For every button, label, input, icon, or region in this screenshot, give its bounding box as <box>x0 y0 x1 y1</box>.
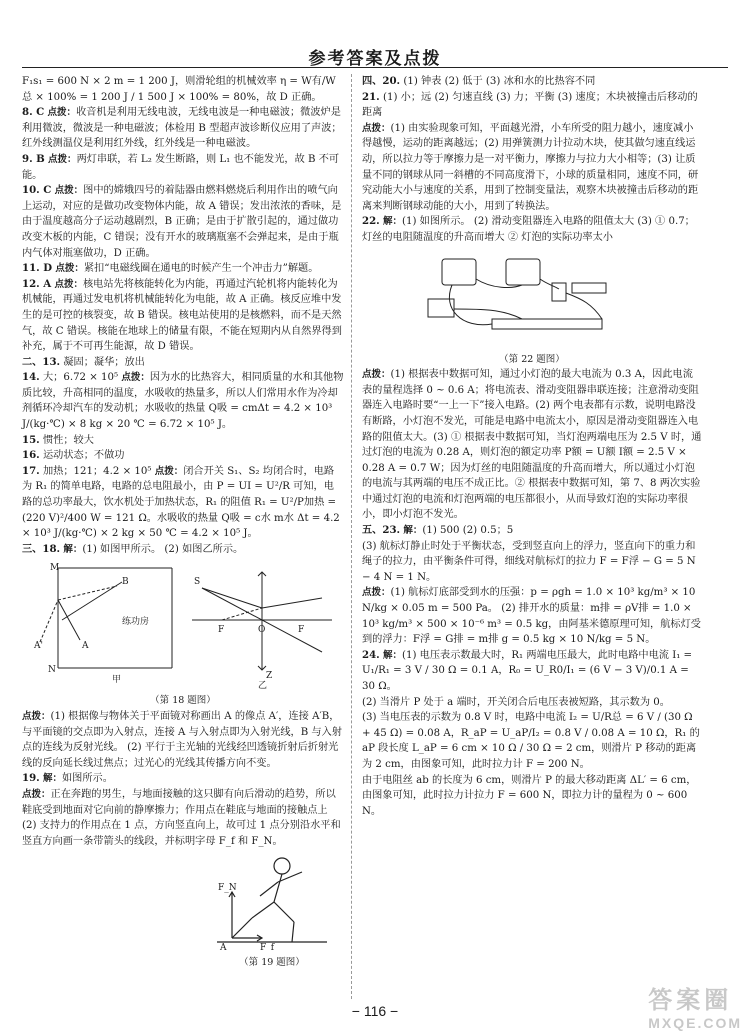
answer-paragraph <box>22 105 344 152</box>
answer-text: 收音机是利用无线电波，无线电波是一种电磁波；微波炉是利用微波，微波是一种电磁波；体检用 B 型超声波诊断仪应用了声波；红外线测温仪是利用红外线，红外线是一种电磁波。 <box>22 107 342 150</box>
answer-paragraph <box>362 585 702 647</box>
answer-text: (1) 根据像与物体关于平面镜对称画出 A 的像点 A′，连接 A′B，与平面镜的交点即为入射点，连接 A 与入射点即为入射光线，B 与入射点的连线为反射光线。 (2) 平行于主光轴的光线经凹透镜折射后折射光线的反向延长线过焦点；过光心的光线其传播方向不变。 <box>22 711 342 769</box>
header-rule <box>22 67 728 68</box>
column-divider <box>351 74 352 999</box>
answer-text: (3) 当电压表的示数为 0.8 V 时，电路中电流 I₂ = U/R总 = 6 V / (30 Ω + 45 Ω) = 0.08 A，R_aP = U_aP/I₂ = 0.8 V / 0.08 A = 10 Ω，R₁ 的 aP 段长度 L_aP = 6 cm × 10 Ω / 30 Ω = 2 cm，则滑片 P 移动的距离为 2 cm，由图象可知，此时拉力计 F = 200 N。 <box>362 712 700 770</box>
runner-figure <box>212 852 332 952</box>
answer-text: 加热；121；4.2 × 10⁵ <box>42 465 152 477</box>
answer-text: F₁s₁ = 600 N × 2 m = 1 200 J，则滑轮组的机械效率 η = W有/W总 × 100% = 1 200 J / 1 500 J × 100% = 80%，故 D 正确。 <box>22 76 336 103</box>
answer-paragraph <box>362 523 702 539</box>
left-answers-2 <box>22 709 344 849</box>
answer-text: 凝固；凝华；放出 <box>63 356 145 368</box>
hint-label: 点拨： <box>362 369 391 381</box>
figure-19-caption: （第 19 题图） <box>239 957 305 969</box>
fig18-label: 练功房 <box>122 617 150 628</box>
answer-text: (1) 根据表中数据可知，通过小灯泡的最大电流为 0.3 A，因此电流表的量程选择 0 ~ 0.6 A；将电流表、滑动变阻器串联连接；注意滑动变阻器连入电路时要“一上一下”接入电路。(2) 两个电表都有示数，说明电路没有断路，小灯泡不发光，可能是电路中电流太小，原因是滑动变阻器连入电路的阻值太大。(3) ① 根据表中数据可知，当灯泡两端电压为 2.5 V 时，通过灯泡的电流为 0.28 A，则灯泡的额定功率 P额 = U额 I额 = 2.5 V × 0.28 A = 0.7 W；因为灯丝的电阻随温度的升高而增大，所以通过小灯泡的电流与其两端的电压不成正比。② 根据表中数据可知，第 7、8 两次实验中通过灯泡的电流和灯泡两端的电压都很小，从而导致灯泡的实际功率很小，即小灯泡不发光。 <box>362 369 702 521</box>
fig18-label: A <box>82 641 89 652</box>
figure-18-caption: （第 18 题图） <box>150 695 216 707</box>
switch <box>572 283 606 293</box>
answer-paragraph <box>22 183 344 261</box>
fig19-label: F_f <box>260 943 275 953</box>
lens-diagram <box>192 572 332 670</box>
answer-text: (1) 如图甲所示。 (2) 如图乙所示。 <box>82 543 244 555</box>
answer-paragraph <box>22 277 344 355</box>
watermark-logo <box>648 980 742 1031</box>
hint-label: 解： <box>403 525 423 537</box>
ammeter <box>442 259 476 285</box>
question-number: 9. B <box>22 152 45 165</box>
fig18-label: 乙 <box>258 681 268 691</box>
page-title: 参考答案及点拨 <box>308 49 442 69</box>
question-number: 二、13. <box>22 355 61 368</box>
answer-text: 核电站先将核能转化为内能，再通过汽轮机将内能转化为机械能，再通过发电机将机械能转化为电能，故 A 正确。核反应堆中发生的是可控的核裂变，故 B 错误。核电站使用的是核燃料，而不是天然气，故 C 错误。核能在地球上的储量有限，不能在短期内从自然界得到补充，属于不可再生能源，故 D 错误。 <box>22 278 342 353</box>
answer-text: (1) 如图所示。 (2) 滑动变阻器连入电路的阻值太大 (3) ① 0.7；灯丝的电阻随温度的升高而增大 ② 灯泡的实际功率太小 <box>362 216 695 243</box>
hint-label: 点拨： <box>121 372 150 384</box>
answer-paragraph <box>22 464 344 542</box>
answer-paragraph <box>22 152 344 183</box>
hint-label: 解： <box>63 543 83 555</box>
answer-paragraph <box>22 448 344 464</box>
left-answers <box>22 74 344 557</box>
question-number: 21. <box>362 90 380 103</box>
fig18-label: B <box>122 577 129 588</box>
figure-22 <box>422 249 642 349</box>
answer-paragraph <box>362 214 702 245</box>
hint-label: 点拨： <box>48 153 77 165</box>
hint-label: 点拨： <box>55 263 84 275</box>
answer-text: (1) 航标灯底部受到水的压强：p = ρgh = 1.0 × 10³ kg/m³ × 10 N/kg × 0.05 m = 500 Pa。 (2) 排开水的质量：m排 = ρV排 = 1.0 × 10³ kg/m³ × 500 × 10⁻⁶ m³ = 0.5 kg，由阿基米德原理可知，航标灯受到的浮力：F浮 = G排 = m排 g = 0.5 kg × 10 N/kg = 5 N。 <box>362 587 701 646</box>
answer-text: (1) 500 (2) 0.5；5 <box>422 525 514 537</box>
answer-text: (3) 航标灯静止时处于平衡状态，受到竖直向上的浮力，竖直向下的重力和绳子的拉力，由平衡条件可得，细线对航标灯的拉力 F = F浮 − G = 5 N − 4 N = 1 N。 <box>362 540 696 583</box>
answer-paragraph <box>362 695 702 711</box>
question-number: 15. <box>22 433 40 446</box>
answer-text: 由于电阻丝 ab 的长度为 6 cm，则滑片 P 的最大移动距离 ΔL′ = 6 cm，由图象可知，此时拉力计拉力 F = 600 N，即拉力计的量程为 0 ~ 600 N。 <box>362 774 697 817</box>
figure-19 <box>212 852 332 952</box>
answer-text: (1) 电压表示数最大时，R₁ 两端电压最大，此时电路中电流 I₁ = U₁/R₁ = 3 V / 30 Ω = 0.1 A，R₀ = U_R0/I₁ = (6 V − 3 V)/0.1 A = 30 Ω。 <box>362 649 693 692</box>
question-number: 14. <box>22 371 40 384</box>
answer-paragraph <box>362 74 702 90</box>
answer-paragraph <box>362 367 702 523</box>
fig18-label: N <box>48 665 56 676</box>
right-answers-2 <box>362 367 702 819</box>
answer-paragraph <box>22 261 344 277</box>
fig18-label: A' <box>34 641 43 652</box>
hint-label: 点拨： <box>362 587 391 599</box>
hint-label: 点拨： <box>54 185 84 197</box>
ray-incident <box>62 582 122 620</box>
answer-text: 运动状态；不做功 <box>42 450 125 462</box>
question-number: 12. A <box>22 277 52 290</box>
question-number: 19. <box>22 772 40 785</box>
lamp <box>552 283 566 301</box>
answer-text: 闭合开关 S₁、S₂ 均闭合时，电路为 R₁ 的简单电路，电路的总电阻最小，由 P = UI = U²/R 可知，电路的总功率最大，饮水机处于加热状态，R₁ 的阻值 R₁ = U²/P加热 = (220 V)²/400 W = 121 Ω。水吸收的热量 Q吸 = c水 m水 Δt = 4.2 × 10³ J/(kg·℃) × 2 kg × 50 ℃ = 4.2 × 10⁵ J。 <box>22 465 340 540</box>
fig18-label: 甲 <box>112 675 122 686</box>
answer-paragraph <box>22 709 344 771</box>
question-number: 17. <box>22 464 40 477</box>
figure-22-caption: （第 22 题图） <box>499 353 565 365</box>
answer-paragraph <box>362 539 702 586</box>
hint-label: 解： <box>42 773 62 785</box>
right-column <box>362 74 702 819</box>
answer-text: 正在奔跑的男生，与地面接触的这只脚有向后滑动的趋势，所以鞋底受到地面对它向前的静摩擦力；作用点在鞋底与地面的接触点上 (2) 支持力的作用点在 1 点，方向竖直向上，故可过 1 点分别沿水平和竖直方向画一条带箭头的线段，并标明字母 F_f 和 F_N。 <box>22 788 341 847</box>
right-answers <box>362 74 702 246</box>
answer-paragraph <box>22 355 344 371</box>
hint-label: 解： <box>382 216 402 228</box>
fig18-label: Z <box>266 671 273 682</box>
fig18-label: O <box>258 625 266 636</box>
fig19-label: A <box>220 943 227 953</box>
answer-text: (1) 由实验现象可知，平面越光滑，小车所受的阻力越小，速度减小得越慢，运动的距离越远；(2) 用弹簧测力计拉动木块，使其做匀速直线运动，所以拉力等于摩擦力是一对平衡力，摩擦力与拉力大小相等；(3) 让质量不同的钢球从同一斜槽的不同高度滑下，小球的质量相同，速度不同，研究动能大小与速度的关系，用到了控制变量法，观察木块被撞击后移动的距离来判断钢球动能的大小，用到了转换法。 <box>362 122 699 212</box>
question-number: 五、23. <box>362 524 401 537</box>
answer-text: 图中的嫦娥四号的着陆器由燃料燃烧后利用作出的喷气向上运动，对应的是做功改变物体内能，故 A 错误；发出浓浓的香味，是由于温度越高分子运动越剧烈，B 正确；是由于扩散引起的，通过做功改变木板的内能，C 错误；没有开水的玻璃瓶塞不会弹起来，是由于瓶内气体对瓶塞做功，D 正确。 <box>22 185 342 259</box>
rheostat <box>492 319 602 329</box>
question-number: 16. <box>22 449 40 462</box>
hint-label: 点拨： <box>47 107 77 119</box>
answer-text: 如图所示。 <box>62 773 113 785</box>
answer-text: (2) 当滑片 P 处于 a 端时，开关闭合后电压表被短路，其示数为 0。 <box>362 696 670 708</box>
fig19-label: F_N <box>218 883 237 894</box>
answer-paragraph <box>22 433 344 449</box>
answer-paragraph <box>22 370 344 432</box>
left-column <box>22 74 344 971</box>
answer-text: 惯性；较大 <box>42 434 94 446</box>
question-number: 22. <box>362 215 380 228</box>
answer-paragraph <box>362 648 702 695</box>
answer-text: 大；6.72 × 10⁵ <box>42 372 119 384</box>
question-number: 24. <box>362 648 380 661</box>
answer-paragraph <box>362 773 702 820</box>
hint-label: 点拨： <box>22 711 51 722</box>
hint-label: 解： <box>382 649 402 661</box>
circuit-figure <box>422 249 642 349</box>
answer-paragraph <box>362 90 702 121</box>
hint-label: 点拨： <box>362 122 391 134</box>
answer-paragraph <box>22 542 344 558</box>
answer-text: (1) 小；远 (2) 匀速直线 (3) 力；平衡 (3) 速度；木块被撞击后移动的距离 <box>362 91 698 119</box>
answer-text: 两灯串联，若 L₂ 发生断路，则 L₁ 也不能发光，故 B 不可能。 <box>22 153 340 181</box>
fig18-label: S <box>194 577 201 588</box>
page-header <box>0 0 750 70</box>
answer-paragraph <box>362 121 702 215</box>
hint-label: 点拨： <box>22 788 51 800</box>
answer-paragraph <box>22 771 344 787</box>
mirror-diagram <box>40 568 172 668</box>
fig18-label: M <box>50 563 60 574</box>
question-number: 10. C <box>22 184 52 197</box>
answer-text: 因为水的比热容大，相同质量的水和其他物质比较，升高相同的温度，水吸收的热量多，所以人们常用水作为冷却剂循环冷却汽车的发动机；水吸收的热量 Q吸 = cmΔt = 4.2 × 10³ J/(kg·℃) × 8 kg × 20 ℃ = 6.72 × 10⁵ J。 <box>22 372 344 431</box>
answer-paragraph <box>22 74 344 105</box>
answer-paragraph <box>362 710 702 772</box>
fig18-label: F <box>218 625 225 636</box>
figure-18 <box>22 560 344 690</box>
page-number: − 116 − <box>351 1003 399 1019</box>
answer-paragraph <box>22 787 344 849</box>
answer-text: 紧扣“电磁线圈在通电的时候产生一个冲击力”解题。 <box>83 263 319 275</box>
watermark-line-1: 答案圈 <box>648 987 733 1014</box>
answer-text: (1) 钟表 (2) 低于 (3) 冰和水的比热容不同 <box>403 76 596 87</box>
question-number: 三、18. <box>22 542 61 555</box>
fig18-label: F <box>298 625 305 636</box>
hint-label: 点拨： <box>54 278 83 290</box>
question-number: 8. C <box>22 106 45 119</box>
watermark-line-2: MXQE.COM <box>648 1015 742 1031</box>
question-number: 11. D <box>22 262 53 275</box>
figure-18-diagram <box>22 560 344 690</box>
hint-label: 点拨： <box>154 465 184 477</box>
question-number: 四、20. <box>362 75 401 87</box>
voltmeter <box>506 259 540 285</box>
